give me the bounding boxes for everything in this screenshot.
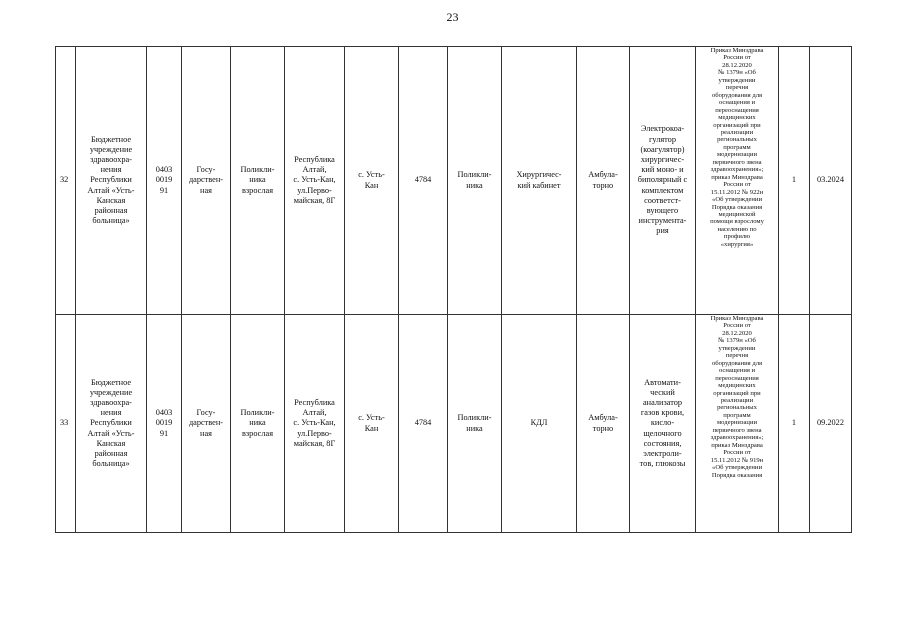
equipment-cell: Автомати- ческий анализатор газов крови, кисло- щелочного состояния, электроли- тов, глюкозы <box>630 315 696 533</box>
division-cell: Поликли- ника <box>448 315 502 533</box>
table-row <box>56 315 852 533</box>
date-cell: 03.2024 <box>810 47 852 315</box>
equipment-cell: Электрокоа- гулятор (коагулятор) хирургичес- кий моно- и биполярный с комплектом соответст- вующего инструмента- рия <box>630 47 696 315</box>
department-cell: Хирургичес- кий кабинет <box>502 47 577 315</box>
code-cell: 0403 0019 91 <box>147 47 182 315</box>
locality-cell: с. Усть- Кан <box>345 47 399 315</box>
ownership-cell: Госу- дарствен- ная <box>182 315 231 533</box>
index-cell: 4784 <box>399 315 448 533</box>
quantity-cell: 1 <box>779 47 810 315</box>
quantity-cell: 1 <box>779 315 810 533</box>
row-number-cell: 33 <box>56 315 76 533</box>
page-number: 23 <box>446 10 459 24</box>
address-cell: Республика Алтай, с. Усть-Кан, ул.Перво- майская, 8Г <box>285 47 345 315</box>
institution-cell: Бюджетное учреждение здравоохра- нения Республики Алтай «Усть- Канская районная больница» <box>76 315 147 533</box>
division-cell: Поликли- ника <box>448 47 502 315</box>
institution-cell: Бюджетное учреждение здравоохра- нения Республики Алтай «Усть- Канская районная больница» <box>76 47 147 315</box>
row-number-cell: 32 <box>56 47 76 315</box>
department-cell: КДЛ <box>502 315 577 533</box>
locality-cell: с. Усть- Кан <box>345 315 399 533</box>
care-type-cell: Амбула- торно <box>577 315 630 533</box>
code-cell: 0403 0019 91 <box>147 315 182 533</box>
basis-cell: Приказ Минздрава России от 28.12.2020 № 1379н «Об утверждении перечня оборудования для оснащения и переоснащения медицинских организаций при реализации региональных программ модернизации первичного звена здравоохранения»; приказ Минздрава России от 15.11.2012 № 922н «Об утверждении Порядка оказания медицинской помощи взрослому населению по профилю «хирургия» <box>696 47 779 315</box>
index-cell: 4784 <box>399 47 448 315</box>
date-cell: 09.2022 <box>810 315 852 533</box>
unit-cell: Поликли- ника взрослая <box>231 315 285 533</box>
basis-cell: Приказ Минздрава России от 28.12.2020 № 1379н «Об утверждении перечня оборудования для оснащения и переоснащения медицинских организаций при реализации региональных программ модернизации первичного звена здравоохранения»; приказ Минздрава России от 15.11.2012 № 919н «Об утверждении Порядка оказания <box>696 315 779 533</box>
address-cell: Республика Алтай, с. Усть-Кан, ул.Перво- майская, 8Г <box>285 315 345 533</box>
table-row <box>56 47 852 315</box>
care-type-cell: Амбула- торно <box>577 47 630 315</box>
ownership-cell: Госу- дарствен- ная <box>182 47 231 315</box>
unit-cell: Поликли- ника взрослая <box>231 47 285 315</box>
equipment-table <box>55 46 852 533</box>
